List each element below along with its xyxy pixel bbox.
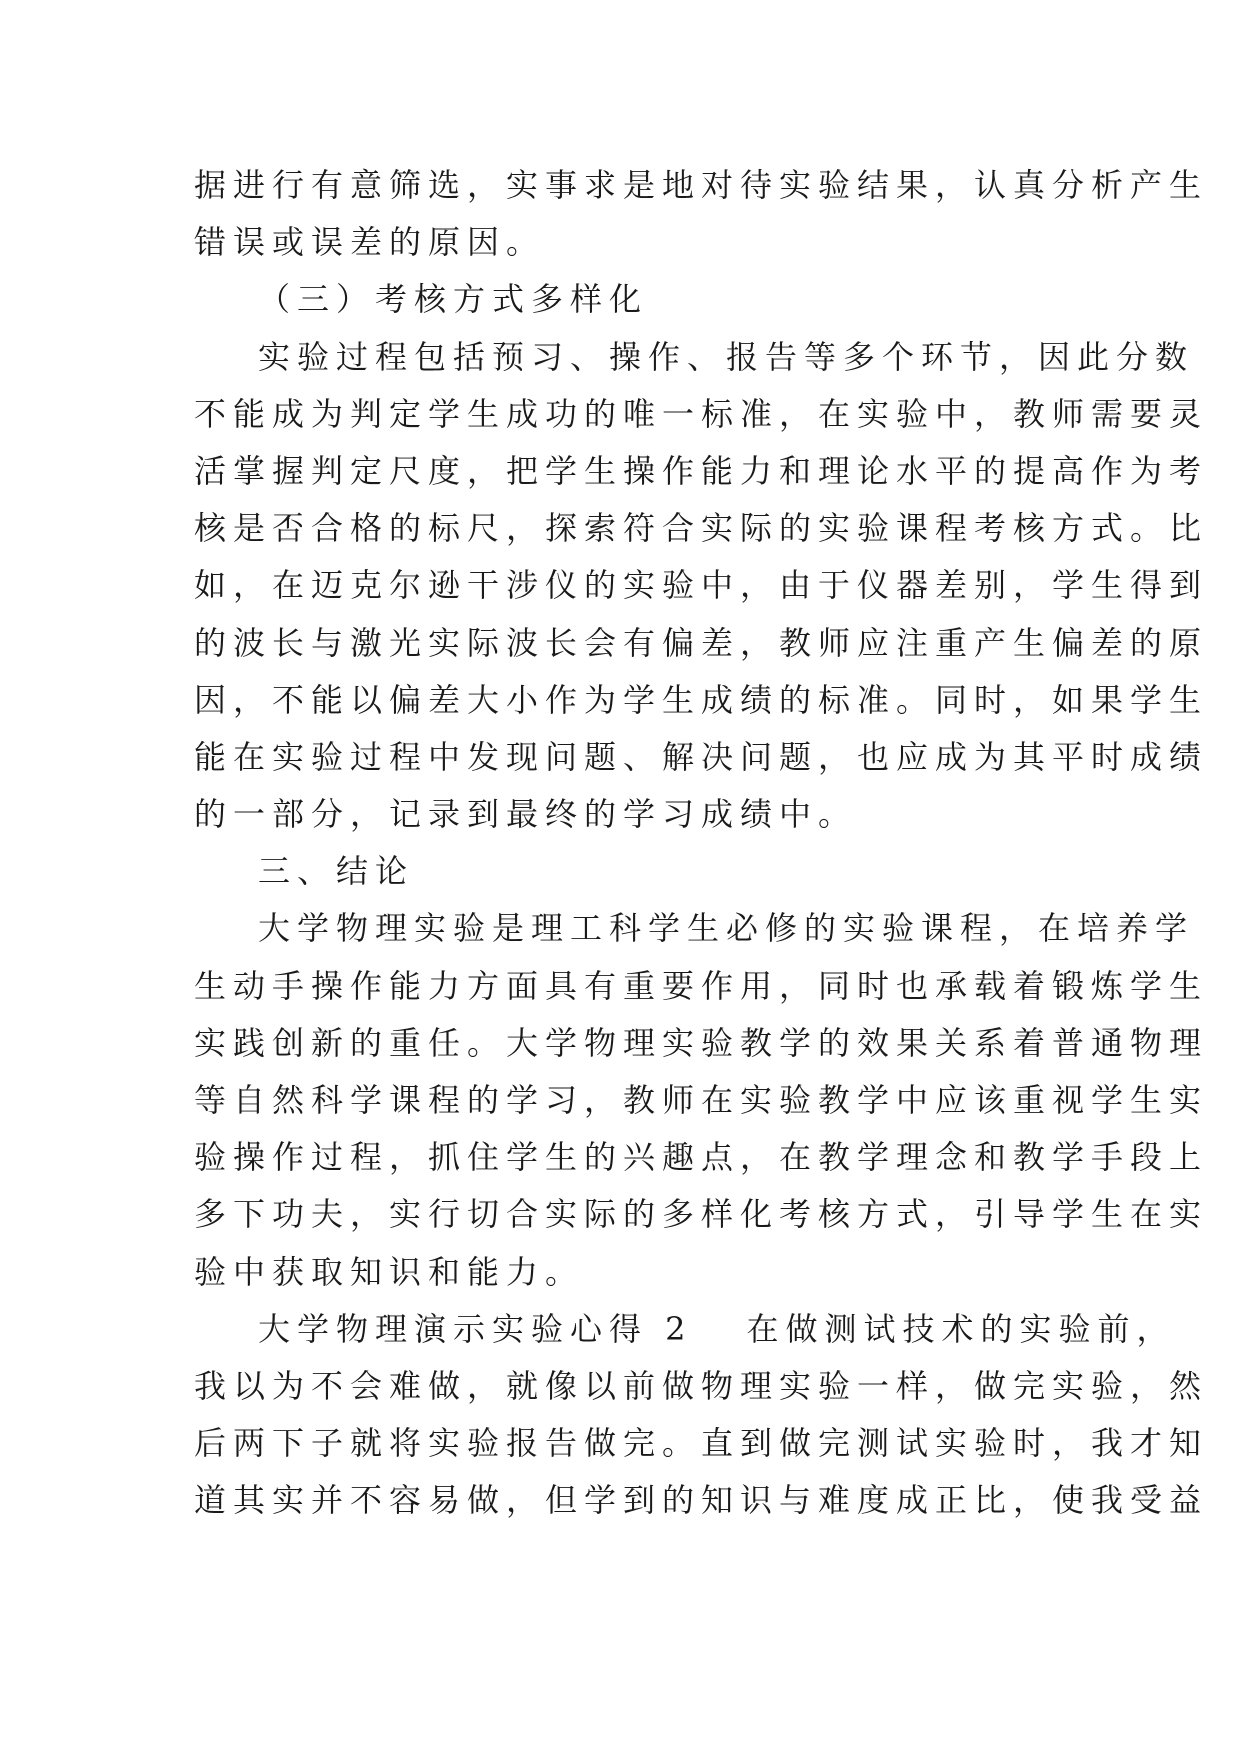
text-line: 我以为不会难做，就像以前做物理实验一样，做完实验，然 <box>194 1366 1209 1405</box>
text-line: 活掌握判定尺度，把学生操作能力和理论水平的提高作为考 <box>194 451 1209 490</box>
text-line: 能在实验过程中发现问题、解决问题，也应成为其平时成绩 <box>194 737 1209 776</box>
document-body <box>194 157 1209 1530</box>
text-line: 等自然科学课程的学习，教师在实验教学中应该重视学生实 <box>194 1081 1209 1119</box>
text-line: 后两下子就将实验报告做完。直到做完测试实验时，我才知 <box>194 1424 1209 1463</box>
text-line: 实验过程包括预习、操作、报告等多个环节，因此分数 <box>258 337 1195 376</box>
text-line: 验操作过程，抓住学生的兴趣点，在教学理念和教学手段上 <box>194 1138 1209 1177</box>
text-line: 错误或误差的原因。 <box>194 223 546 262</box>
text-line: 因，不能以偏差大小作为学生成绩的标准。同时，如果学生 <box>194 680 1209 719</box>
text-line: 大学物理实验是理工科学生必修的实验课程，在培养学 <box>258 909 1195 948</box>
text-line: 实践创新的重任。大学物理实验教学的效果关系着普通物理 <box>194 1023 1209 1062</box>
article-title: 大学物理演示实验心得 2 <box>258 1309 693 1348</box>
section-heading: （三）考核方式多样化 <box>258 280 649 319</box>
text-line: 据进行有意筛选，实事求是地对待实验结果，认真分析产生 <box>194 166 1209 204</box>
article-first-text: 在做测试技术的实验前， <box>746 1309 1176 1348</box>
text-line: 的一部分，记录到最终的学习成绩中。 <box>194 795 858 834</box>
text-line: 如，在迈克尔逊干涉仪的实验中，由于仪器差别，学生得到 <box>194 566 1209 605</box>
article-heading-line <box>194 1301 1176 1358</box>
text-line: 不能成为判定学生成功的唯一标准，在实验中，教师需要灵 <box>194 394 1209 433</box>
text-line: 道其实并不容易做，但学到的知识与难度成正比，使我受益 <box>194 1481 1209 1520</box>
text-line: 的波长与激光实际波长会有偏差，教师应注重产生偏差的原 <box>194 623 1209 662</box>
text-line: 生动手操作能力方面具有重要作用，同时也承载着锻炼学生 <box>194 966 1209 1005</box>
text-line: 多下功夫，实行切合实际的多样化考核方式，引导学生在实 <box>194 1195 1209 1234</box>
section-heading: 三、结论 <box>258 852 415 891</box>
text-line: 验中获取知识和能力。 <box>194 1252 585 1291</box>
text-line: 核是否合格的标尺，探索符合实际的实验课程考核方式。比 <box>194 509 1209 548</box>
